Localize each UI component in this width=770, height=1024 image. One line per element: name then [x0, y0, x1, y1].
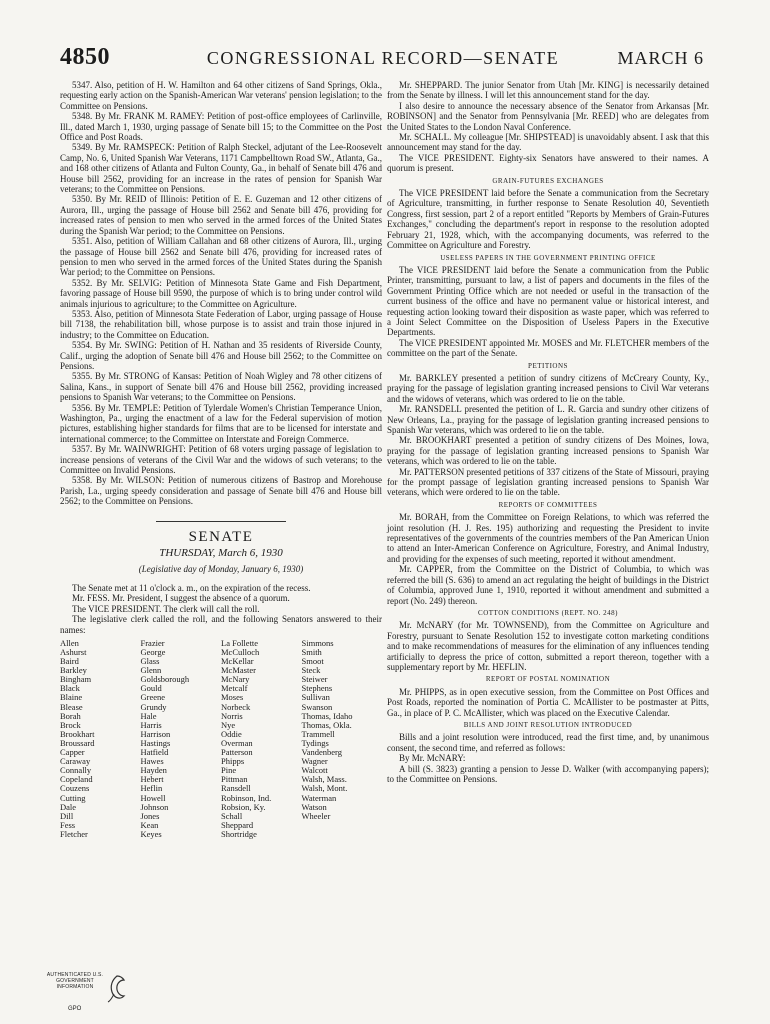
senator-name: Bingham: [60, 674, 92, 685]
senator-name: Heflin: [140, 783, 163, 794]
senator-name: Swanson: [301, 701, 333, 712]
record-paragraph: A bill (S. 3823) granting a pension to Jesse D. Walker (with accompanying papers); to the Committee on Pensions.: [387, 763, 709, 784]
senator-name: Greene: [140, 692, 166, 703]
senator-name: Tydings: [301, 737, 329, 748]
senator-name: George: [140, 647, 166, 657]
section-divider: [156, 521, 286, 522]
senator-name: Hebert: [140, 774, 164, 785]
senator-name: Smith: [301, 647, 322, 657]
senator-name: Howell: [140, 792, 166, 803]
senator-name: Vandenberg: [301, 747, 342, 758]
senator-name: Hastings: [140, 737, 171, 748]
senator-name: Couzens: [60, 783, 90, 794]
record-paragraph: Mr. RANSDELL presented the petition of L. R. Garcia and sundry other citizens of New Orleans, La., praying for the passage of legislation granting increased pensions to Spanish War veterans, which was ordered to lie on the table.: [387, 404, 709, 435]
senator-name: Robinson, Ind.: [221, 792, 272, 803]
senator-name: Barkley: [60, 665, 87, 676]
record-paragraph: Mr. BORAH, from the Committee on Foreign Relations, to which was referred the joint resolution (H. J. Res. 195) authorizing and requesting the President to invite representatives of the governments of the countries members of the Pan American Union to attend an Inter-American Conference on Agriculture, Forestry, and Animal Industry, and providing for the expenses of such meeting, reported it without amendment.: [387, 512, 709, 564]
roll-call-column: [60, 639, 141, 839]
roll-call-column: [141, 639, 222, 839]
proceedings: [60, 583, 382, 635]
section-subheading: GRAIN-FUTURES EXCHANGES: [492, 176, 604, 185]
senator-name: Capper: [60, 747, 85, 758]
roll-call-list: [60, 639, 382, 839]
header-date: MARCH 6: [617, 48, 704, 68]
gpo-authentication-stamp: [40, 972, 130, 1016]
section-subheading: REPORTS OF COMMITTEES: [498, 500, 598, 509]
senator-name: Goldsborough: [140, 674, 190, 685]
record-paragraph: By Mr. McNARY:: [399, 753, 466, 764]
section-subheading: USELESS PAPERS IN THE GOVERNMENT PRINTING OFFICE: [440, 253, 656, 262]
legislative-day: (Legislative day of Monday, January 6, 1930): [138, 564, 304, 575]
record-paragraph: Mr. BARKLEY presented a petition of sundry citizens of McCreary County, Ky., praying for the passage of legislation granting increased pensions to Civil War veterans and the widows of veterans, which was ordered to lie on the table.: [387, 372, 709, 404]
senator-name: Hale: [140, 710, 157, 721]
senator-name: Shortridge: [221, 828, 257, 839]
record-paragraph: Mr. SCHALL. My colleague [Mr. SHIPSTEAD] is unavoidably absent. I ask that this announcement may stand for the day.: [387, 132, 709, 153]
senator-name: Norris: [221, 710, 243, 721]
senator-name: McKellar: [221, 656, 254, 667]
petition-paragraph: 5350. By Mr. REID of Illinois: Petition of E. E. Guzeman and 12 other citizens of Aurora, Ill., urging the passage of House bill 2562 and Senate bill 476, providing for increased rates of pension to men who served in the armed forces of the United States during the Spanish War period; to the Committee on Pensions.: [60, 194, 382, 236]
publication-title: CONGRESSIONAL RECORD—SENATE: [206, 48, 560, 68]
senator-name: Dale: [60, 801, 77, 812]
senator-name: Stephens: [301, 683, 333, 694]
senator-name: Brock: [60, 719, 81, 730]
senator-name: Robsion, Ky.: [221, 801, 266, 812]
senator-name: Patterson: [221, 747, 253, 758]
senator-name: Glenn: [140, 665, 162, 676]
petition-paragraph: 5347. Also, petition of H. W. Hamilton and 64 other citizens of Sand Springs, Okla., requesting early action on the Spanish-American War veterans' pension legislation; to the Committee on Pensions.: [60, 80, 382, 111]
petition-paragraph: 5349. By Mr. RAMSPECK: Petition of Ralph Steckel, adjutant of the Lee-Roosevelt Camp, No. 6, United Spanish War Veterans, 1171 Campbelltown Road SW., Atlanta, Ga., and 168 other citizens of Atlanta and Fulton County, Ga., in behalf of Senate bill 476 and House bill 2562, providing for an increase in the rates of pension for Spanish War veterans; to the Committee on Pensions.: [60, 142, 382, 195]
petitions-list: [60, 80, 382, 507]
authentication-text: AUTHENTICATED U.S. GOVERNMENT INFORMATION: [46, 972, 104, 990]
senator-name: Ashurst: [60, 647, 87, 657]
senator-name: Dill: [60, 810, 74, 821]
petition-paragraph: 5353. Also, petition of Minnesota State Federation of Labor, urging passage of House bill 7138, the rehabilitation bill, whose purpose is to assist and train those injured in industry; to the Committee on Education.: [60, 308, 382, 340]
senator-name: Pine: [221, 765, 237, 776]
record-paragraph: Bills and a joint resolution were introduced, read the first time, and, by unanimous consent, the second time, and referred as follows:: [387, 732, 709, 753]
senator-name: Copeland: [60, 774, 93, 785]
senator-name: Schall: [221, 810, 243, 821]
senator-name: Blaine: [60, 692, 83, 703]
petition-paragraph: 5356. By Mr. TEMPLE: Petition of Tylerdale Women's Christian Temperance Union, Washington, Pa., urging the enactment of a law for the Federal supervision of motion pictures, establishing higher standards for films that are to be licensed for interstate and international commerce; to the Committee on Interstate and Foreign Commerce.: [60, 402, 382, 444]
section-subheading: REPORT OF POSTAL NOMINATION: [485, 675, 611, 684]
record-paragraph: Mr. SHEPPARD. The junior Senator from Utah [Mr. KING] is necessarily detained from the Senate by illness. I will let this announcement stand for the day.: [387, 80, 709, 101]
page-header: [58, 44, 708, 74]
senator-name: Broussard: [60, 737, 95, 748]
senator-name: Wagner: [301, 756, 328, 767]
senator-name: Fletcher: [60, 828, 88, 839]
record-paragraph: Mr. PATTERSON presented petitions of 337 citizens of the State of Missouri, praying for the prompt passage of legislation granting increased pensions to Spanish War veterans, which were ordered to lie on the table.: [387, 466, 709, 498]
senator-name: Norbeck: [221, 701, 251, 712]
senator-name: Connally: [60, 765, 92, 776]
page-number: 4850: [60, 44, 110, 70]
senator-name: Steck: [301, 665, 321, 676]
senator-name: McCulloch: [221, 647, 260, 657]
senator-name: Blease: [60, 701, 83, 712]
right-column: [387, 80, 709, 784]
section-subheading: BILLS AND JOINT RESOLUTION INTRODUCED: [463, 720, 633, 729]
senator-name: Grundy: [140, 701, 167, 712]
senator-name: Keyes: [140, 828, 162, 839]
senator-name: Fess: [60, 819, 76, 830]
proceeding-paragraph: Mr. FESS. Mr. President, I suggest the absence of a quorum.: [72, 593, 290, 604]
senator-name: Sheppard: [221, 819, 254, 830]
senator-name: Waterman: [301, 792, 337, 803]
senator-name: Phipps: [221, 756, 245, 767]
senator-name: Glass: [140, 656, 160, 667]
record-paragraph: Mr. PHIPPS, as in open executive session, from the Committee on Post Offices and Post Roads, reported the nomination of Portia C. McAllister to be postmaster at Pitts, Ga., in place of P. C. McAllister, which was placed on the Executive Calendar.: [387, 686, 709, 718]
senator-name: Simmons: [301, 637, 334, 648]
petition-paragraph: 5352. By Mr. SELVIG: Petition of Minnesota State Game and Fish Department, favoring passage of House bill 9590, the purpose of which is to bring under control wild animals injurious to agriculture; to the Committee on Agriculture.: [60, 277, 382, 309]
senator-name: Walsh, Mont.: [301, 783, 348, 794]
senator-name: Jones: [140, 810, 160, 821]
senator-name: Hawes: [140, 756, 164, 767]
senator-name: Trammell: [301, 728, 335, 739]
petition-paragraph: 5357. By Mr. WAINWRIGHT: Petition of 68 voters urging passage of legislation to increase pensions of veterans of the Civil War and the widows of such veterans; to the Committee on Invalid Pensions.: [60, 444, 382, 476]
senator-name: Overman: [221, 737, 253, 748]
senator-name: Pittman: [221, 774, 248, 785]
record-paragraph: The VICE PRESIDENT. Eighty-six Senators have answered to their names. A quorum is present.: [387, 152, 709, 174]
petition-paragraph: 5354. By Mr. SWING: Petition of H. Nathan and 35 residents of Riverside County, Calif., urging the adoption of Senate bill 476 and House bill 2562; to the Committee on Pensions.: [60, 340, 382, 371]
senator-name: Oddie: [221, 728, 242, 739]
roll-call-column: [221, 639, 302, 839]
proceeding-paragraph: The Senate met at 11 o'clock a. m., on the expiration of the recess.: [72, 582, 311, 593]
senator-name: Sullivan: [301, 692, 330, 703]
senator-name: Moses: [221, 692, 244, 703]
record-paragraph: Mr. BROOKHART presented a petition of sundry citizens of Des Moines, Iowa, praying for the passage of legislation granting increased pensions to Spanish War veterans, which was ordered to lie on the table.: [387, 435, 709, 467]
section-subheading: COTTON CONDITIONS (REPT. NO. 248): [478, 608, 618, 617]
senator-name: Hatfield: [140, 747, 169, 758]
petition-paragraph: 5351. Also, petition of William Callahan and 68 other citizens of Aurora, Ill., urging the passage of House bill 2562 and Senate bill 476, providing for increased rates of pension to men who served in the armed forces of the United States during the Spanish War period; to the Committee on Pensions.: [60, 236, 382, 278]
senator-name: Allen: [60, 637, 79, 648]
senator-name: Brookhart: [60, 728, 95, 739]
petition-paragraph: 5355. By Mr. STRONG of Kansas: Petition of Noah Wigley and 78 other citizens of Salina, Kans., in support of Senate bill 476 and House bill 2562, providing increased pensions to Spanish War veterans; to the Committee on Pensions.: [60, 371, 382, 403]
senator-name: Hayden: [140, 765, 167, 776]
senator-name: Caraway: [60, 756, 91, 767]
senator-name: Watson: [301, 801, 327, 812]
senator-name: Walsh, Mass.: [301, 774, 347, 785]
record-paragraph: Mr. CAPPER, from the Committee on the District of Columbia, to which was referred the bill (S. 636) to amend an act regulating the height of buildings in the District of Columbia, approved June 1, 1910, reported it without amendment and submitted a report (No. 249) thereon.: [387, 564, 709, 606]
senator-name: Cutting: [60, 792, 86, 803]
left-column: [60, 80, 382, 839]
senator-name: Steiwer: [301, 674, 328, 685]
record-paragraph: The VICE PRESIDENT appointed Mr. MOSES and Mr. FLETCHER members of the committee on the part of the Senate.: [387, 337, 709, 359]
eagle-seal-icon: [106, 974, 128, 1004]
senator-name: Harrison: [140, 728, 171, 739]
record-paragraph: I also desire to announce the necessary absence of the Senator from Arkansas [Mr. ROBINSON] and the Senator from Pennsylvania [Mr. REED] who are delegates from the United States to the London Naval Conference.: [387, 100, 709, 132]
senator-name: Metcalf: [221, 683, 248, 694]
senator-name: Gould: [140, 683, 162, 694]
senator-name: Borah: [60, 710, 81, 721]
proceeding-paragraph: The VICE PRESIDENT. The clerk will call the roll.: [72, 603, 260, 614]
senator-name: Nye: [221, 719, 236, 730]
petition-paragraph: 5348. By Mr. FRANK M. RAMEY: Petition of post-office employees of Carlinville, Ill., dated March 1, 1930, urging passage of Senate bill 15; to the Committee on the Post Office and Post Roads.: [60, 111, 382, 143]
senator-name: Frazier: [140, 637, 165, 648]
senator-name: Thomas, Idaho: [301, 710, 353, 721]
senate-date: THURSDAY, March 6, 1930: [159, 547, 283, 560]
senator-name: McNary: [221, 674, 250, 685]
gpo-label: GPO: [68, 1006, 82, 1012]
proceeding-paragraph: The legislative clerk called the roll, and the following Senators answered to their names:: [60, 614, 382, 635]
roll-call-column: [302, 639, 383, 839]
senator-name: Johnson: [140, 801, 169, 812]
senator-name: Black: [60, 683, 80, 694]
senator-name: Walcott: [301, 765, 328, 776]
senator-name: Harris: [140, 719, 162, 730]
senator-name: McMaster: [221, 665, 256, 676]
senator-name: Wheeler: [301, 810, 331, 821]
senate-heading: SENATE: [188, 528, 254, 545]
record-paragraph: Mr. McNARY (for Mr. TOWNSEND), from the Committee on Agriculture and Forestry, pursuant to Senate Resolution 152 to investigate cotton marketing conditions and to make recommendations of measures for the elimination of any influences tending artificially to depress the price of cotton, submitted a report thereon, together with a supplementary report by Mr. HEFLIN.: [387, 620, 709, 672]
section-subheading: PETITIONS: [528, 361, 568, 370]
senator-name: La Follette: [221, 637, 259, 648]
record-paragraph: The VICE PRESIDENT laid before the Senate a communication from the Secretary of Agriculture, transmitting, in further response to Senate Resolution 40, Seventieth Congress, first session, part 2 of a report entitled "Reports by Members of Grain-Futures Exchanges," concluding the department's report in response to the resolution adopted February 21, 1928, which, with the accompanying documents, was referred to the Committee on Agriculture and Forestry.: [387, 188, 709, 251]
record-paragraph: The VICE PRESIDENT laid before the Senate a communication from the Public Printer, transmitting, pursuant to law, a list of papers and documents in the files of the Government Printing Office which are not needed or useful in the transaction of the current business of the office and have no permanent value or historical interest, and requesting action looking toward their disposition as waste paper, which was referred to a Joint Select Committee on the Disposition of Useless Papers in the Executive Departments.: [387, 264, 709, 338]
senator-name: Ransdell: [221, 783, 251, 794]
senator-name: Smoot: [301, 656, 324, 667]
petition-paragraph: 5358. By Mr. WILSON: Petition of numerous citizens of Bastrop and Morehouse Parish, La., urging speedy consideration and passage of Senate bill 476 and House bill 2562; to the Committee on Pensions.: [60, 475, 382, 507]
senator-name: Baird: [60, 656, 79, 667]
senator-name: Thomas, Okla.: [301, 719, 352, 730]
senator-name: Kean: [140, 819, 159, 830]
